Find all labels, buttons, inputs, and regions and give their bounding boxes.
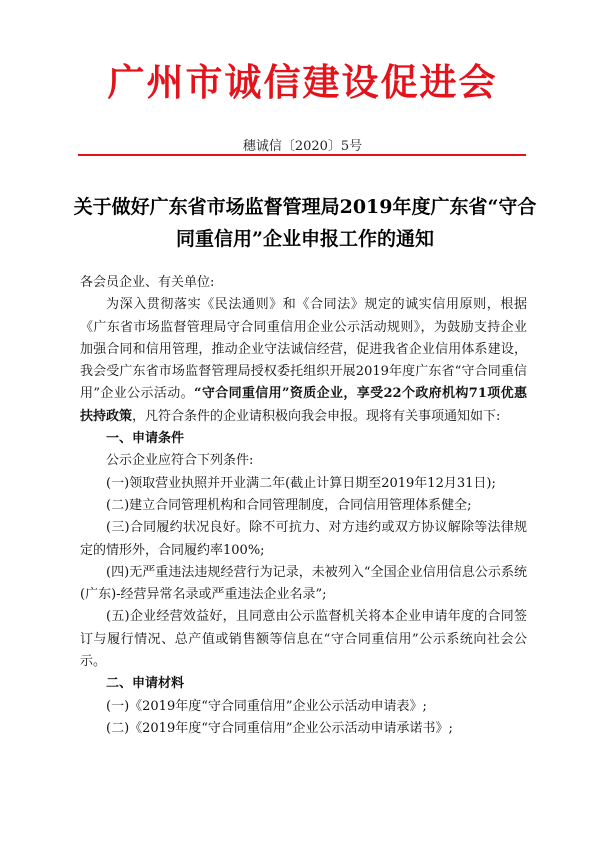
notice-title: 关于做好广东省市场监督管理局2019年度广东省“守合同重信用”企业申报工作的通知 [73,196,537,250]
section-heading: 二、申请材料 [106,676,185,692]
section-lead: 公示企业应符合下列条件: [106,453,254,469]
document-number: 穗诚信〔2020〕5号 [242,139,363,154]
intro-text-end: ，凡符合条件的企业请积极向我会申报。现将有关事项通知如下: [132,408,501,424]
condition-item: (一)领取营业执照并开业满二年(截止计算日期至2019年12月31日); [106,475,496,491]
section-heading: 一、申请条件 [106,431,185,447]
intro-highlight: “守合同重信用”资质企业，享受22个政府机构71项优惠扶持政策 [80,386,527,424]
condition-item: (二)建立合同管理机构和合同管理制度，合同信用管理体系健全; [106,497,472,513]
notice-body [80,272,527,740]
organization-name: 广州市诚信建设促进会 [107,60,498,104]
condition-item: (五)企业经营效益好，且同意由公示监督机关将本企业申请年度的合同签订与履行情况、总产值或销售额等信息在“守合同重信用”公示系统向社会公示。 [80,609,527,670]
intro-text: 为深入贯彻落实《民法通则》和《合同法》规定的诚实信用原则，根据《广东省市场监督管理局守合同重信用企业公示活动规则》，为鼓励支持企业加强合同和信用管理，推动企业守法诚信经营，促进我省企业信用体系建设，我会受广东省市场监督管理局授权委托组织开展2019年度广东省“守合同重信用”企业公示活动。 [80,297,527,402]
material-item: (一)《2019年度“守合同重信用”企业公示活动申请表》; [106,698,427,714]
material-item: (二)《2019年度“守合同重信用”企业公示活动申请承诺书》; [106,720,453,736]
intro-paragraph [80,294,527,428]
salutation: 各会员企业、有关单位: [80,275,215,290]
condition-item: (四)无严重违法违规经营行为记录，未被列入“全国企业信用信息公示系统(广东)-经营异常名录或严重违法企业名录”; [80,564,527,603]
red-divider-line [78,154,526,156]
condition-item: (三)合同履约状况良好。除不可抗力、对方违约或双方协议解除等法律规定的情形外，合同履约率100%; [80,520,527,558]
